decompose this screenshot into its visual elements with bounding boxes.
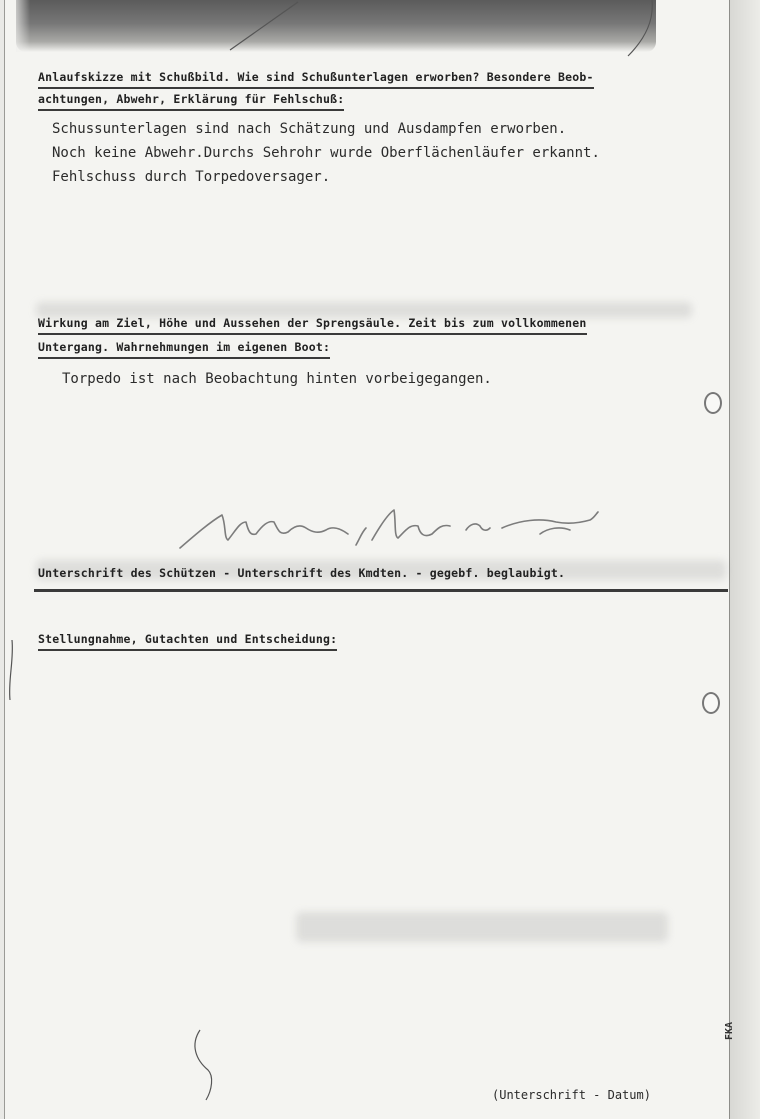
effect-heading-line-1: Wirkung am Ziel, Höhe und Aussehen der Sprengsäule. Zeit bis zum vollkommenen [38, 314, 587, 335]
effect-heading-line-2: Untergang. Wahrnehmungen im eigenen Boot: [38, 338, 330, 359]
assessment-heading: Stellungnahme, Gutachten und Entscheidung: [38, 630, 337, 651]
signature-label: Unterschrift des Schützen - Unterschrift des Kmdten. - gegebf. beglaubigt. [38, 566, 566, 580]
attack-heading-line-2: achtungen, Abwehr, Erklärung für Fehlschuß: [38, 90, 344, 111]
attack-body-line-2: Noch keine Abwehr.Durchs Sehrohr wurde Oberflächenläufer erkannt. [52, 145, 600, 161]
attack-body-line-1: Schussunterlagen sind nach Schätzung und Ausdampfen erworben. [52, 121, 567, 137]
attack-heading-line-1: Anlaufskizze mit Schußbild. Wie sind Schußunterlagen erworben? Besondere Beob- [38, 68, 594, 89]
signature-date-label: (Unterschrift - Datum) [492, 1088, 651, 1102]
side-mark: FKA [724, 1021, 735, 1040]
attack-body-line-3: Fehlschuss durch Torpedoversager. [52, 169, 331, 185]
effect-body-line-1: Torpedo ist nach Beobachtung hinten vorbeigegangen. [62, 371, 492, 387]
